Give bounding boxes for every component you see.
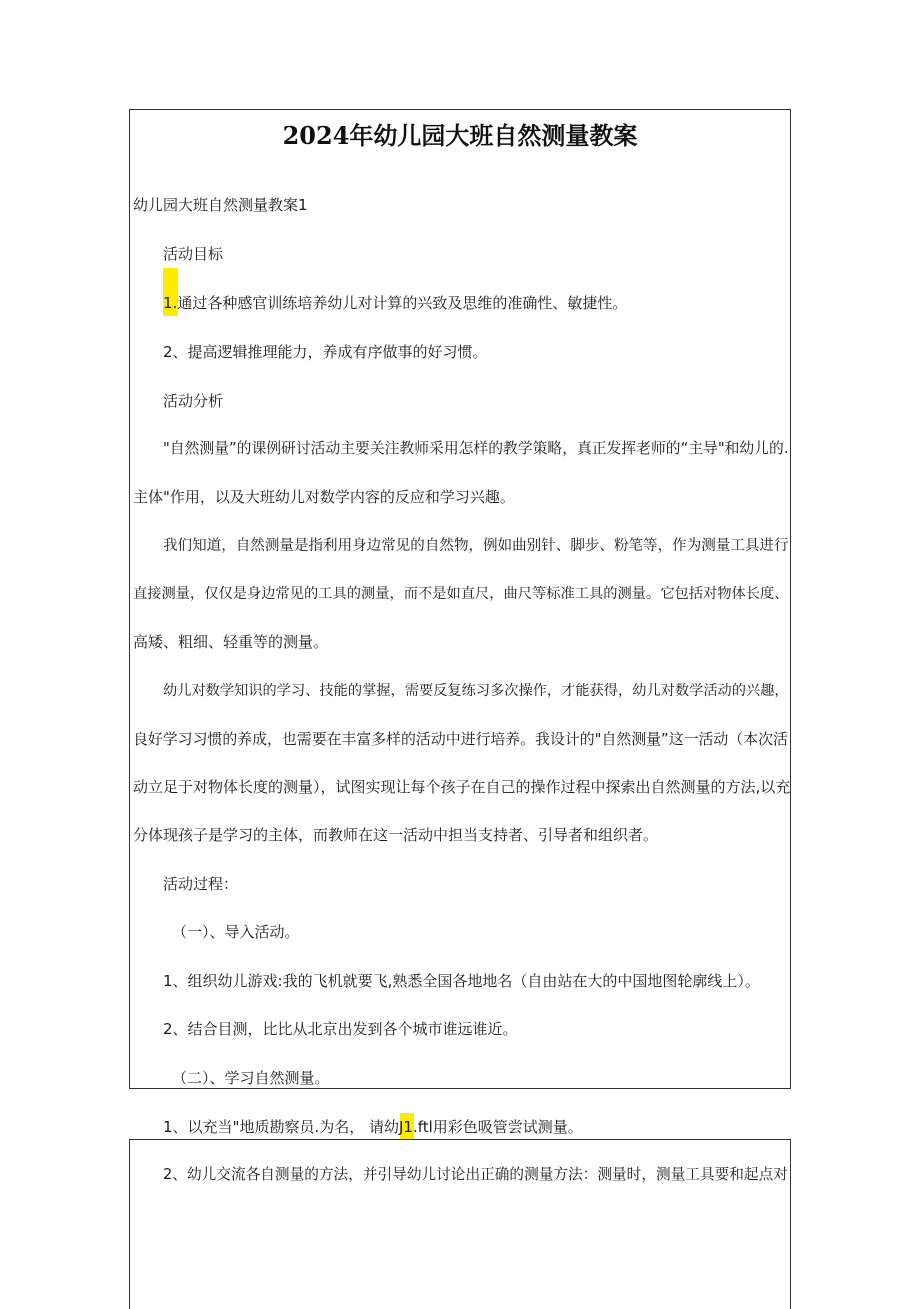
- paragraph-1-line-1: "自然测量”的课例研讨活动主要关注教师采用怎样的教学策略，真正发挥老师的“主导"和幼儿的.: [163, 440, 789, 457]
- paragraph-2-line-1: 我们知道，自然测量是指利用身边常见的自然物，例如曲别针、脚步、粉笔等，作为测量工具进行: [163, 537, 789, 554]
- step-1-item-1: 1、组织幼儿游戏:我的飞机就要飞,熟悉全国各地地名（自由站在大的中国地图轮廓线上）。: [163, 972, 760, 990]
- step-2-item-1-part-a: 1、以充当"地质勘察员.为名， 请幼J: [163, 1118, 404, 1136]
- document-title: 2024年幼儿园大班自然测量教案: [282, 121, 638, 150]
- paragraph-3-line-1: 幼儿对数学知识的学习、技能的掌握，需要反复练习多次操作，才能获得，幼儿对数学活动的兴趣，: [163, 683, 789, 699]
- step-2-item-1-highlight: 1.: [403, 1118, 418, 1136]
- goal-item-1: [163, 292, 627, 314]
- paragraph-2-line-3: 高矮、粗细、轻重等的测量。: [133, 633, 329, 651]
- goal-item-1-text: 通过各种感官训练培养幼儿对计算的兴致及思维的准确性、敏捷性。: [177, 294, 628, 312]
- paragraph-1-line-2: 主体"作用，以及大班幼儿对数学内容的反应和学习兴趣。: [133, 488, 515, 506]
- step-2-heading: （二）、学习自然测量。: [172, 1069, 330, 1087]
- process-heading: 活动过程：: [163, 875, 239, 893]
- paragraph-3-line-3: 动立足于对物体长度的测量），试图实现让每个孩子在自己的操作过程中探索出自然测量的方法,以充: [133, 778, 791, 796]
- step-2-item-2: 2、幼儿交流各自测量的方法，并引导幼儿讨论出正确的测量方法：测量时，测量工具要和起点对: [163, 1166, 788, 1183]
- analysis-heading: 活动分析: [163, 392, 224, 410]
- step-1-item-2: 2、结合目测，比比从北京出发到各个城市谁远谁近。: [163, 1020, 518, 1038]
- paragraph-2-line-2: 直接测量，仅仅是身边常见的工具的测量，而不是如直尺，曲尺等标准工具的测量。它包括对物体长度、: [133, 586, 789, 602]
- goal-item-1-number: 1.: [163, 294, 178, 312]
- step-1-heading: （一）、导入活动。: [172, 923, 300, 941]
- section-subtitle: 幼儿园大班自然测量教案1: [133, 196, 308, 214]
- goal-heading: 活动目标: [163, 245, 224, 263]
- goal-item-2: 2、提高逻辑推理能力，养成有序做事的好习惯。: [163, 343, 488, 361]
- paragraph-3-line-4: 分体现孩子是学习的主体，而教师在这一活动中担当支持者、引导者和组织者。: [133, 826, 659, 844]
- step-2-item-1: [163, 1116, 583, 1138]
- step-2-item-1-part-b: ftl用彩色吸管尝试测量。: [417, 1118, 583, 1136]
- paragraph-3-line-2: 良好学习习惯的养成，也需要在丰富多样的活动中进行培养。我设计的"自然测量”这一活动（本次活: [133, 730, 788, 748]
